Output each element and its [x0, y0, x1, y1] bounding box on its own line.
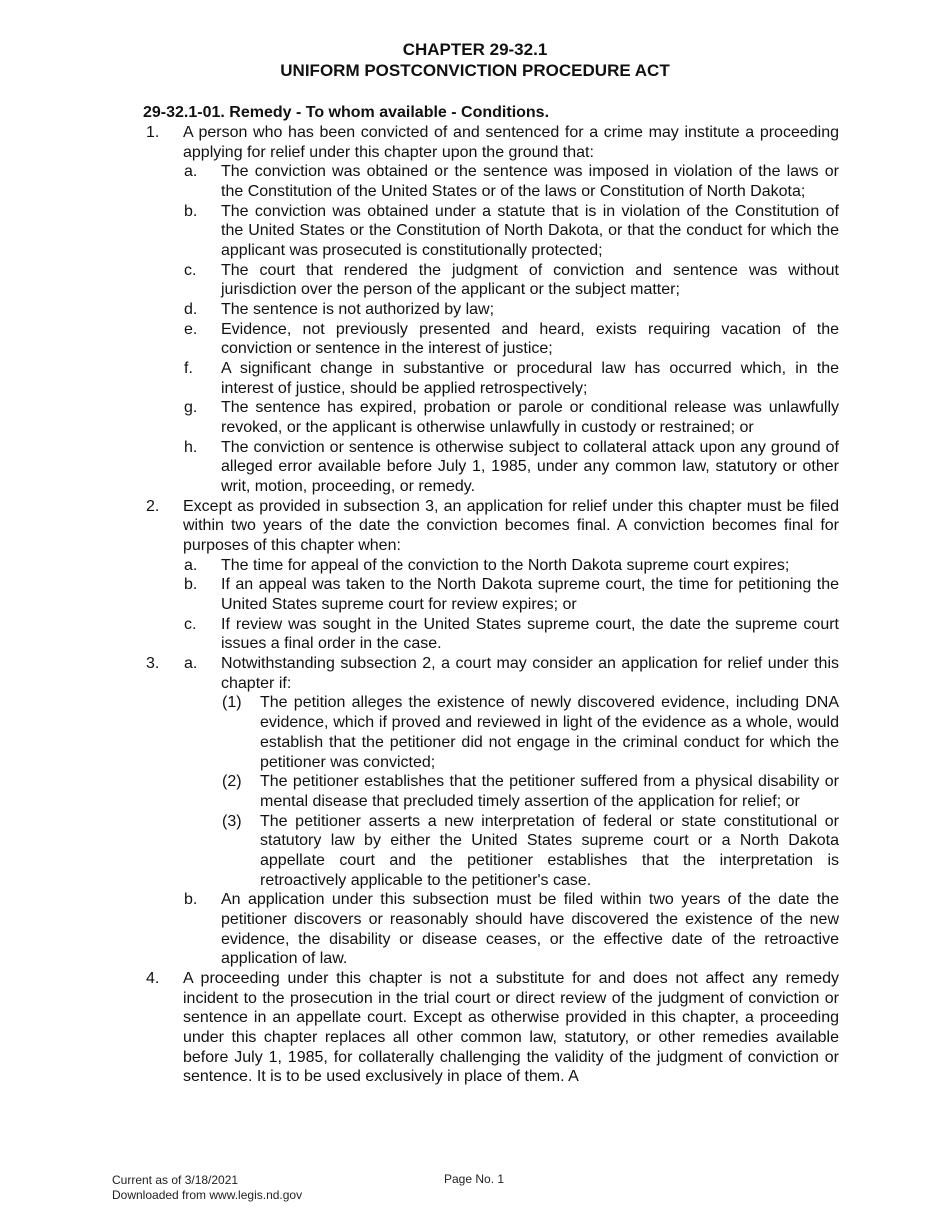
item-label: e. [184, 320, 198, 338]
paragraph-3a3 [143, 812, 839, 891]
subdivision-1e [143, 320, 839, 359]
subsection-2 [143, 497, 839, 556]
item-text: Notwithstanding subsection 2, a court may consider an application for relief under this chapter if: [221, 655, 839, 692]
subdivision-1g [143, 398, 839, 437]
item-text: Except as provided in subsection 3, an application for relief under this chapter must be filed within two years of the date the conviction becomes final. A conviction becomes final for purposes of this chapter when: [183, 497, 839, 555]
subdivision-3b [143, 890, 839, 969]
subdivision-2c [143, 615, 839, 654]
item-label: c. [184, 261, 197, 279]
item-text: The petitioner asserts a new interpretation of federal or state constitutional or statutory law by either the United States supreme court or a North Dakota appellate court and the petitioner establishes that the interpretation is retroactively applicable to the petitioner's case. [260, 812, 839, 889]
item-label: h. [184, 438, 198, 456]
item-text: The court that rendered the judgment of conviction and sentence was without jurisdiction over the person of the applicant or the subject matter; [221, 261, 839, 299]
item-label: b. [184, 576, 198, 594]
subdivision-1c [143, 261, 839, 300]
item-text: If an appeal was taken to the North Dakota supreme court, the time for petitioning the United States supreme court for review expires; or [221, 576, 839, 614]
footer-source: Downloaded from www.legis.nd.gov [112, 1188, 303, 1202]
item-label: a. [184, 163, 198, 181]
section-body [143, 123, 839, 1087]
item-label: b. [184, 202, 198, 220]
item-text: If review was sought in the United States supreme court, the date the supreme court issues a final order in the case. [221, 615, 839, 653]
item-label: g. [184, 399, 198, 417]
subdivision-2a [143, 556, 839, 576]
item-label: (1) [222, 694, 242, 712]
item-text: A significant change in substantive or procedural law has occurred which, in the interest of justice, should be applied retrospectively; [221, 360, 839, 397]
subdivision-2b [143, 575, 839, 614]
item-text: A proceeding under this chapter is not a substitute for and does not affect any remedy incident to the prosecution in the trial court or direct review of the judgment of conviction or sentence in an appellate court. Except as otherwise provided in this chapter, a proceeding under this chapter replaces all other common law, statutory, or other remedies available before July 1, 1985, for collaterally challenging the validity of the judgment of conviction or sentence. It is to be used exclusively in place of them. A [183, 969, 839, 1086]
subsection-1 [143, 123, 839, 162]
item-text: Evidence, not previously presented and heard, exists requiring vacation of the conviction or sentence in the interest of justice; [221, 320, 839, 358]
subdivision-1b [143, 202, 839, 261]
item-label: c. [184, 615, 197, 633]
item-label: 4. [146, 969, 160, 987]
item-label: b. [184, 891, 198, 909]
chapter-title: UNIFORM POSTCONVICTION PROCEDURE ACT [280, 61, 670, 80]
subdivision-1d [143, 300, 839, 320]
footer-current-date: Current as of 3/18/2021 [112, 1173, 239, 1187]
item-text: The conviction was obtained or the sentence was imposed in violation of the laws or the Constitution of the United States or of the laws or Constitution of North Dakota; [221, 163, 839, 201]
item-text: A person who has been convicted of and sentenced for a crime may institute a proceeding applying for relief under this chapter upon the ground that: [183, 124, 839, 161]
item-label: 2. [146, 497, 160, 515]
item-label: (2) [222, 773, 242, 791]
item-label: f. [184, 360, 193, 378]
item-label: a. [184, 556, 198, 574]
item-text: The sentence has expired, probation or parole or conditional release was unlawfully revoked, or the applicant is otherwise unlawfully in custody or restrained; or [221, 399, 839, 437]
chapter-number: CHAPTER 29-32.1 [402, 40, 548, 59]
item-label: d. [184, 301, 198, 319]
item-text: The time for appeal of the conviction to the North Dakota supreme court expires; [221, 556, 790, 574]
subdivision-1f [143, 359, 839, 398]
item-label: 1. [146, 124, 160, 141]
subsection-3a [143, 654, 839, 693]
item-text: The sentence is not authorized by law; [221, 301, 495, 319]
item-text: The petition alleges the existence of newly discovered evidence, including DNA evidence, which if proved and reviewed in light of the evidence as a whole, would establish that the petitioner did not engage in the criminal conduct for which the petitioner was convicted; [260, 694, 839, 771]
item-text: The petitioner establishes that the petitioner suffered from a physical disability or mental disease that precluded timely assertion of the application for relief; or [260, 773, 839, 810]
item-label: a. [184, 655, 198, 673]
item-text: The conviction or sentence is otherwise subject to collateral attack upon any ground of alleged error available before July 1, 1985, under any common law, statutory or other writ, motion, proceeding, or remedy. [221, 438, 839, 496]
subsection-4 [143, 969, 839, 1087]
paragraph-3a1 [143, 693, 839, 772]
item-label: (3) [222, 812, 242, 830]
subdivision-1a [143, 162, 839, 201]
item-text: The conviction was obtained under a statute that is in violation of the Constitution of the United States or the Constitution of North Dakota, or that the conduct for which the applicant was prosecuted is constitutionally protected; [221, 202, 839, 260]
page-number: Page No. 1 [444, 1172, 505, 1186]
subdivision-1h [143, 438, 839, 497]
paragraph-3a2 [143, 772, 839, 811]
item-text: An application under this subsection must be filed within two years of the date the petitioner discovers or reasonably should have discovered the existence of the new evidence, the disability or disease ceases, or the effective date of the retroactive application of law. [221, 891, 839, 968]
section-heading: 29-32.1-01. Remedy - To whom available - Conditions. [143, 104, 550, 121]
subsection-label: 3. [146, 655, 160, 673]
